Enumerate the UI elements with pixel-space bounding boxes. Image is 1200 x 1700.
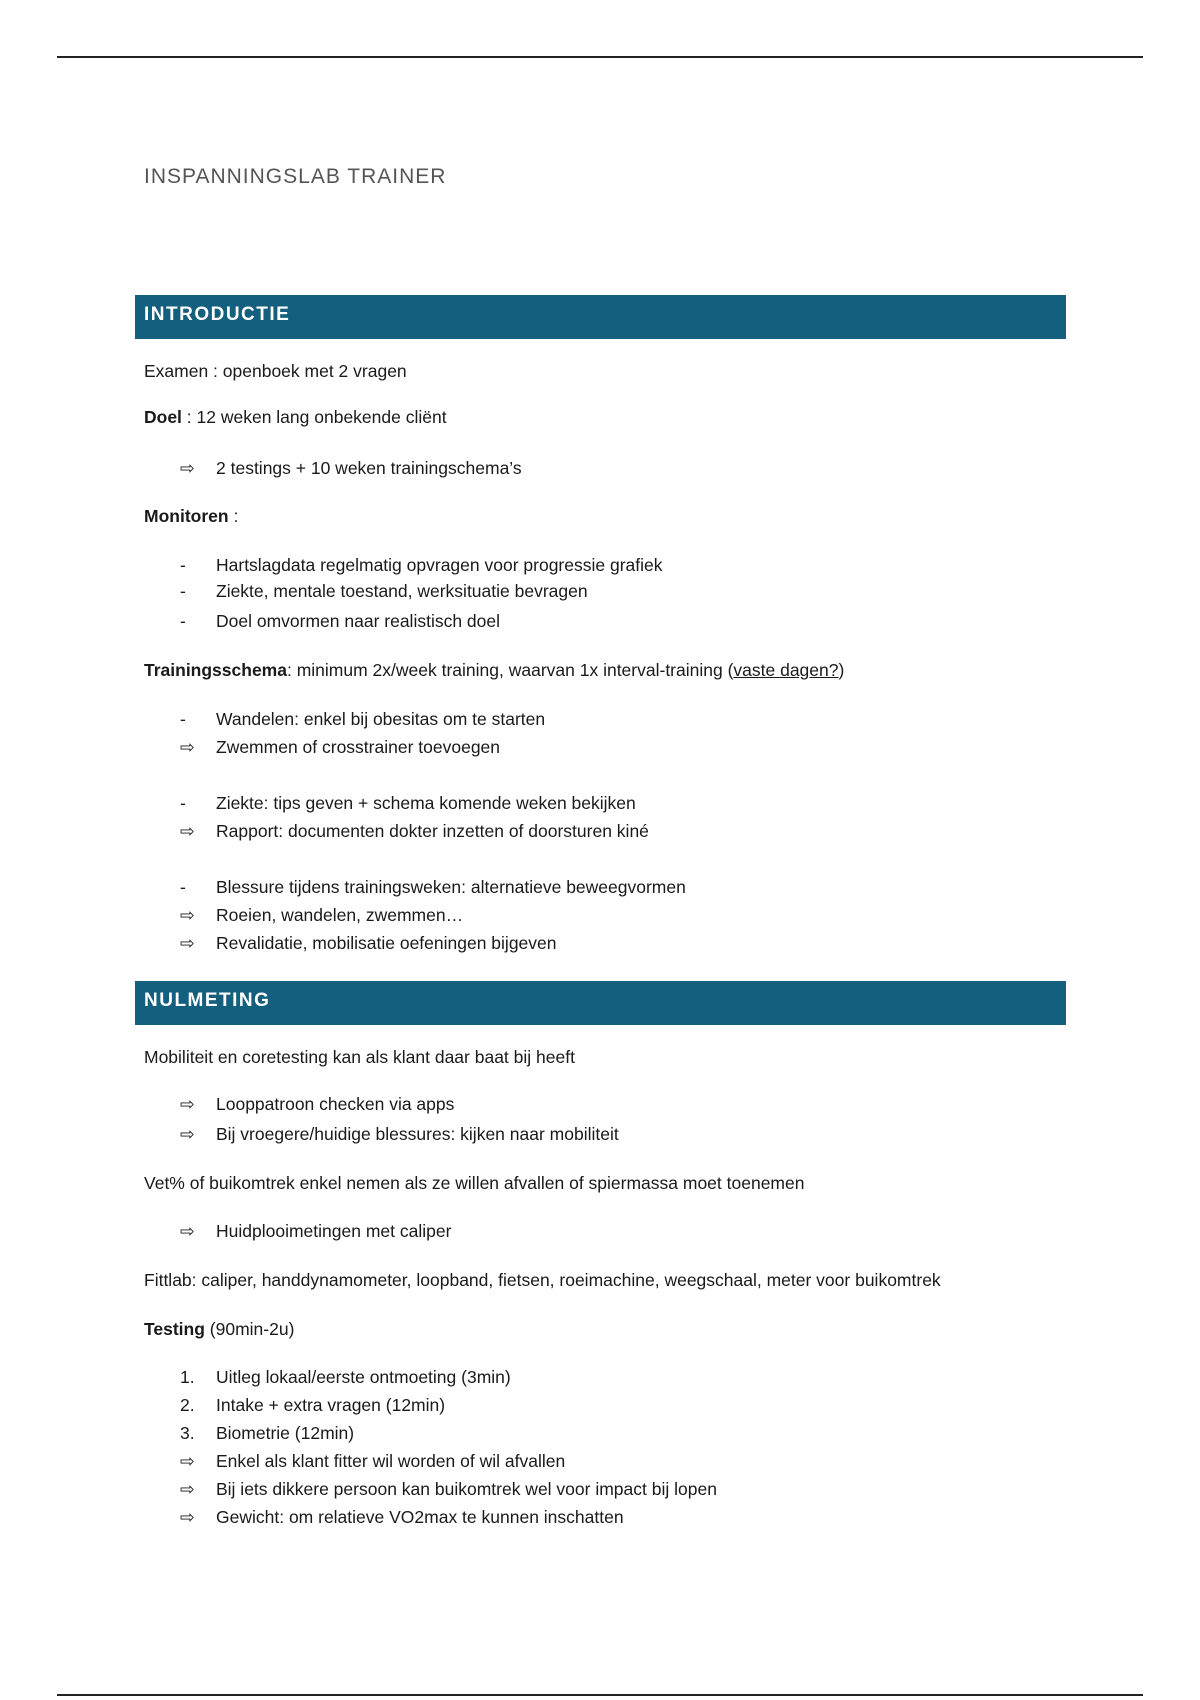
testing-label: Testing [144, 1319, 205, 1339]
section-heading-nulmeting: NULMETING [135, 981, 1066, 1025]
numbered-item [180, 1366, 511, 1388]
list-item-text: Hartslagdata regelmatig opvragen voor progressie grafiek [216, 555, 663, 575]
examen-line: Examen : openboek met 2 vragen [144, 361, 407, 381]
list-item [180, 1220, 451, 1242]
number-marker: 3. [180, 1423, 195, 1443]
list-item-text: Ziekte, mentale toestand, werksituatie bevragen [216, 581, 588, 601]
trainingsschema-label: Trainingsschema [144, 660, 287, 680]
dash-marker: - [180, 877, 186, 897]
list-item [180, 904, 463, 926]
arrow-icon: ⇨ [180, 821, 195, 841]
list-item-text: Gewicht: om relatieve VO2max te kunnen inschatten [216, 1507, 624, 1527]
section-heading-introductie: INTRODUCTIE [135, 295, 1066, 339]
arrow-icon: ⇨ [180, 1124, 195, 1144]
top-rule [57, 56, 1143, 58]
numbered-item [180, 1422, 354, 1444]
list-item-text: 2 testings + 10 weken trainingschema’s [216, 458, 522, 478]
list-item [180, 932, 557, 954]
dash-marker: - [180, 793, 186, 813]
monitoren-line [144, 505, 238, 527]
doel-line [144, 406, 447, 428]
dash-marker: - [180, 581, 186, 601]
numbered-item [180, 1394, 445, 1416]
arrow-icon: ⇨ [180, 1221, 195, 1241]
list-item-text: Doel omvormen naar realistisch doel [216, 611, 501, 631]
list-item [180, 708, 545, 730]
arrow-icon: ⇨ [180, 1479, 195, 1499]
doel-label: Doel [144, 407, 182, 427]
list-item-text: Revalidatie, mobilisatie oefeningen bijgeven [216, 933, 557, 953]
dash-marker: - [180, 709, 186, 729]
list-item [180, 457, 522, 479]
list-item-text: Rapport: documenten dokter inzetten of doorsturen kiné [216, 821, 649, 841]
arrow-icon: ⇨ [180, 933, 195, 953]
list-item [180, 1093, 454, 1115]
arrow-icon: ⇨ [180, 1507, 195, 1527]
bottom-rule [57, 1694, 1143, 1696]
list-item [180, 610, 500, 632]
monitoren-label: Monitoren [144, 506, 229, 526]
list-item [180, 1478, 717, 1500]
list-item-text: Intake + extra vragen (12min) [216, 1395, 446, 1415]
list-item-text: Biometrie (12min) [216, 1423, 355, 1443]
arrow-icon: ⇨ [180, 905, 195, 925]
dash-marker: - [180, 555, 186, 575]
number-marker: 1. [180, 1367, 195, 1387]
list-item [180, 792, 636, 814]
list-item [180, 580, 588, 602]
number-marker: 2. [180, 1395, 195, 1415]
trainingsschema-link[interactable]: vaste dagen? [733, 660, 839, 680]
list-item-text: Enkel als klant fitter wil worden of wil afvallen [216, 1451, 566, 1471]
list-item [180, 1506, 624, 1528]
fittlab-line: Fittlab: caliper, handdynamometer, loopband, fietsen, roeimachine, weegschaal, meter voor buikomtrek [144, 1270, 941, 1290]
list-item [180, 820, 649, 842]
list-item-text: Roeien, wandelen, zwemmen… [216, 905, 464, 925]
list-item-text: Bij vroegere/huidige blessures: kijken naar mobiliteit [216, 1124, 619, 1144]
arrow-icon: ⇨ [180, 1451, 195, 1471]
trainingsschema-line [144, 659, 844, 681]
list-item [180, 876, 686, 898]
arrow-icon: ⇨ [180, 737, 195, 757]
testing-text: (90min-2u) [204, 1319, 295, 1339]
list-item [180, 554, 663, 576]
list-item-text: Huidplooimetingen met caliper [216, 1221, 452, 1241]
list-item-text: Looppatroon checken via apps [216, 1094, 455, 1114]
list-item-text: Wandelen: enkel bij obesitas om te starten [216, 709, 546, 729]
list-item [180, 1450, 565, 1472]
document-title: INSPANNINGSLAB TRAINER [144, 165, 447, 188]
mobiliteit-line: Mobiliteit en coretesting kan als klant daar baat bij heeft [144, 1047, 575, 1067]
arrow-icon: ⇨ [180, 1094, 195, 1114]
list-item [180, 1123, 619, 1145]
list-item-text: Ziekte: tips geven + schema komende weken bekijken [216, 793, 636, 813]
list-item [180, 736, 500, 758]
monitoren-text: : [228, 506, 239, 526]
trainingsschema-end: ) [838, 660, 845, 680]
testing-line [144, 1318, 294, 1340]
trainingsschema-text: : minimum 2x/week training, waarvan 1x interval-training ( [286, 660, 734, 680]
vet-line: Vet% of buikomtrek enkel nemen als ze willen afvallen of spiermassa moet toenemen [144, 1173, 805, 1193]
list-item-text: Blessure tijdens trainingsweken: alternatieve beweegvormen [216, 877, 686, 897]
dash-marker: - [180, 611, 186, 631]
arrow-icon: ⇨ [180, 458, 195, 478]
list-item-text: Bij iets dikkere persoon kan buikomtrek wel voor impact bij lopen [216, 1479, 717, 1499]
list-item-text: Uitleg lokaal/eerste ontmoeting (3min) [216, 1367, 511, 1387]
list-item-text: Zwemmen of crosstrainer toevoegen [216, 737, 501, 757]
doel-text: : 12 weken lang onbekende cliënt [181, 407, 447, 427]
